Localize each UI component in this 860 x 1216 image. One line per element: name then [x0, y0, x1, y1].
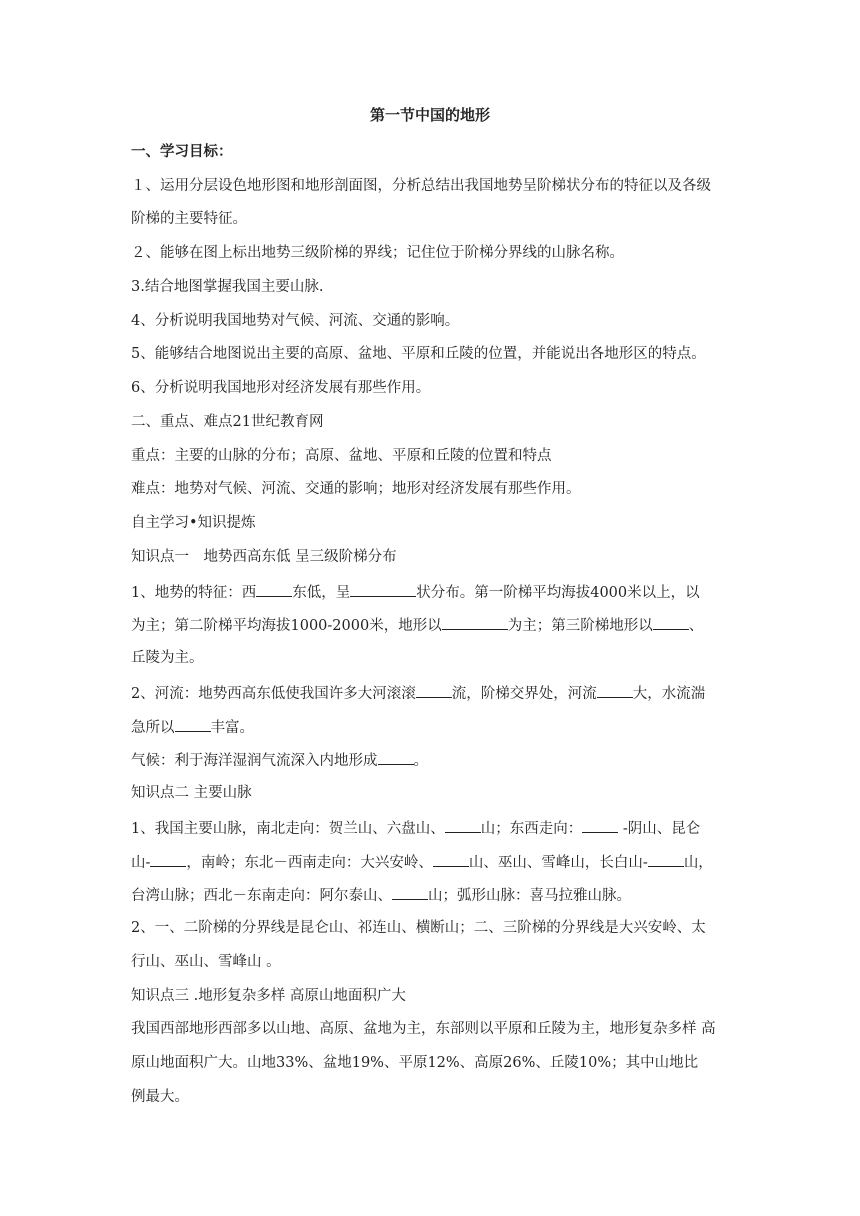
text-segment: 大，水流湍 [632, 686, 706, 702]
objective-3: 3.结合地图掌握我国主要山脉. [131, 279, 324, 295]
fill-blank[interactable] [442, 614, 508, 630]
text-segment: 山、巫山、雪峰山，长白山- [468, 855, 648, 871]
text-segment: 急所以 [131, 720, 175, 736]
text-segment: 流，阶梯交界处，河流 [451, 686, 597, 702]
terrain-paragraph-line-1: 我国西部地形西部多以山地、高原、盆地为主，东部则以平原和丘陵为主，地形复杂多样 高 [131, 1021, 716, 1037]
river-line-2 [131, 716, 254, 738]
self-study-heading: 自主学习•知识提炼 [131, 515, 256, 531]
mountains-line-1 [131, 817, 700, 839]
fill-blank[interactable] [653, 614, 689, 630]
knowledge-point-3-heading: 知识点三 .地形复杂多样 高原山地面积广大 [131, 988, 406, 1004]
text-segment: -阴山、昆仑 [618, 821, 701, 837]
key-point: 重点：主要的山脉的分布；高原、盆地、平原和丘陵的位置和特点 [131, 448, 552, 464]
text-segment: 1、地势的特征：西 [131, 585, 257, 601]
document-title: 第一节中国的地形 [369, 106, 490, 124]
text-segment: 丰富。 [210, 720, 254, 736]
climate-line [131, 749, 428, 771]
terrain-paragraph-line-2: 原山地面积广大。山地33%、盆地19%、平原12%、高原26%、丘陵10%；其中山地比 [131, 1055, 699, 1071]
text-segment: 状分布。第一阶梯平均海拔4000米以上，以 [416, 585, 700, 601]
terrain-feature-line-3: 丘陵为主。 [131, 650, 204, 666]
terrain-feature-line-2 [131, 614, 703, 636]
text-segment: 山- [131, 855, 151, 871]
fill-blank[interactable] [175, 716, 211, 732]
text-segment: 为主；第二阶梯平均海拔1000-2000米，地形以 [131, 618, 442, 634]
text-segment: 为主；第三阶梯地形以 [507, 618, 653, 634]
text-segment: 2、河流：地势西高东低使我国许多大河滚滚 [131, 686, 416, 702]
fill-blank[interactable] [433, 851, 469, 867]
fill-blank[interactable] [350, 581, 416, 597]
text-segment: 台湾山脉；西北－东南走向：阿尔泰山、 [131, 888, 392, 904]
objective-1-cont: 阶梯的主要特征。 [131, 211, 247, 227]
text-segment: 东低，呈 [292, 585, 351, 601]
fill-blank[interactable] [378, 749, 414, 765]
river-line-1 [131, 682, 705, 704]
fill-blank[interactable] [445, 817, 481, 833]
objective-4: 4、分析说明我国地势对气候、河流、交通的影响。 [131, 313, 460, 329]
fill-blank[interactable] [582, 817, 618, 833]
boundary-line-2: 行山、巫山、雪峰山 。 [131, 954, 281, 970]
fill-blank[interactable] [256, 581, 292, 597]
text-segment: ，南岭；东北－西南走向：大兴安岭、 [186, 855, 433, 871]
knowledge-point-1-heading: 知识点一 地势西高东低 呈三级阶梯分布 [131, 549, 397, 565]
text-segment: 气候：利于海洋湿润气流深入内地形成 [131, 753, 378, 769]
fill-blank[interactable] [150, 851, 186, 867]
objective-6: 6、分析说明我国地形对经济发展有那些作用。 [131, 380, 431, 396]
terrain-paragraph-line-3: 例最大。 [131, 1089, 189, 1105]
difficult-point: 难点：地势对气候、河流、交通的影响；地形对经济发展有那些作用。 [131, 481, 581, 497]
objective-5: 5、能够结合地图说出主要的高原、盆地、平原和丘陵的位置，并能说出各地形区的特点。 [131, 346, 706, 362]
mountains-line-2 [131, 851, 713, 873]
text-segment: 山；东西走向： [480, 821, 583, 837]
objective-1: １、运用分层设色地形图和地形剖面图，分析总结出我国地势呈阶梯状分布的特征以及各级 [131, 178, 711, 194]
section-heading-objectives: 一、学习目标： [131, 144, 233, 160]
knowledge-point-2-heading: 知识点二 主要山脉 [131, 785, 252, 801]
terrain-feature-line-1 [131, 581, 700, 603]
text-segment: 、 [688, 618, 704, 634]
text-segment: 山， [683, 855, 713, 871]
fill-blank[interactable] [597, 682, 633, 698]
text-segment: 1、我国主要山脉，南北走向：贺兰山、六盘山、 [131, 821, 445, 837]
text-segment: 山；弧形山脉：喜马拉雅山脉。 [428, 888, 631, 904]
objective-2: ２、能够在图上标出地势三级阶梯的界线；记住位于阶梯分界线的山脉名称。 [131, 245, 624, 261]
section-heading-key-points: 二、重点、难点21世纪教育网 [131, 414, 324, 430]
boundary-line-1: 2、一、二阶梯的分界线是昆仑山、祁连山、横断山；二、三阶梯的分界线是大兴安岭、太 [131, 920, 706, 936]
mountains-line-3 [131, 884, 631, 906]
fill-blank[interactable] [416, 682, 452, 698]
text-segment: 。 [413, 753, 428, 769]
fill-blank[interactable] [648, 851, 684, 867]
fill-blank[interactable] [392, 884, 428, 900]
